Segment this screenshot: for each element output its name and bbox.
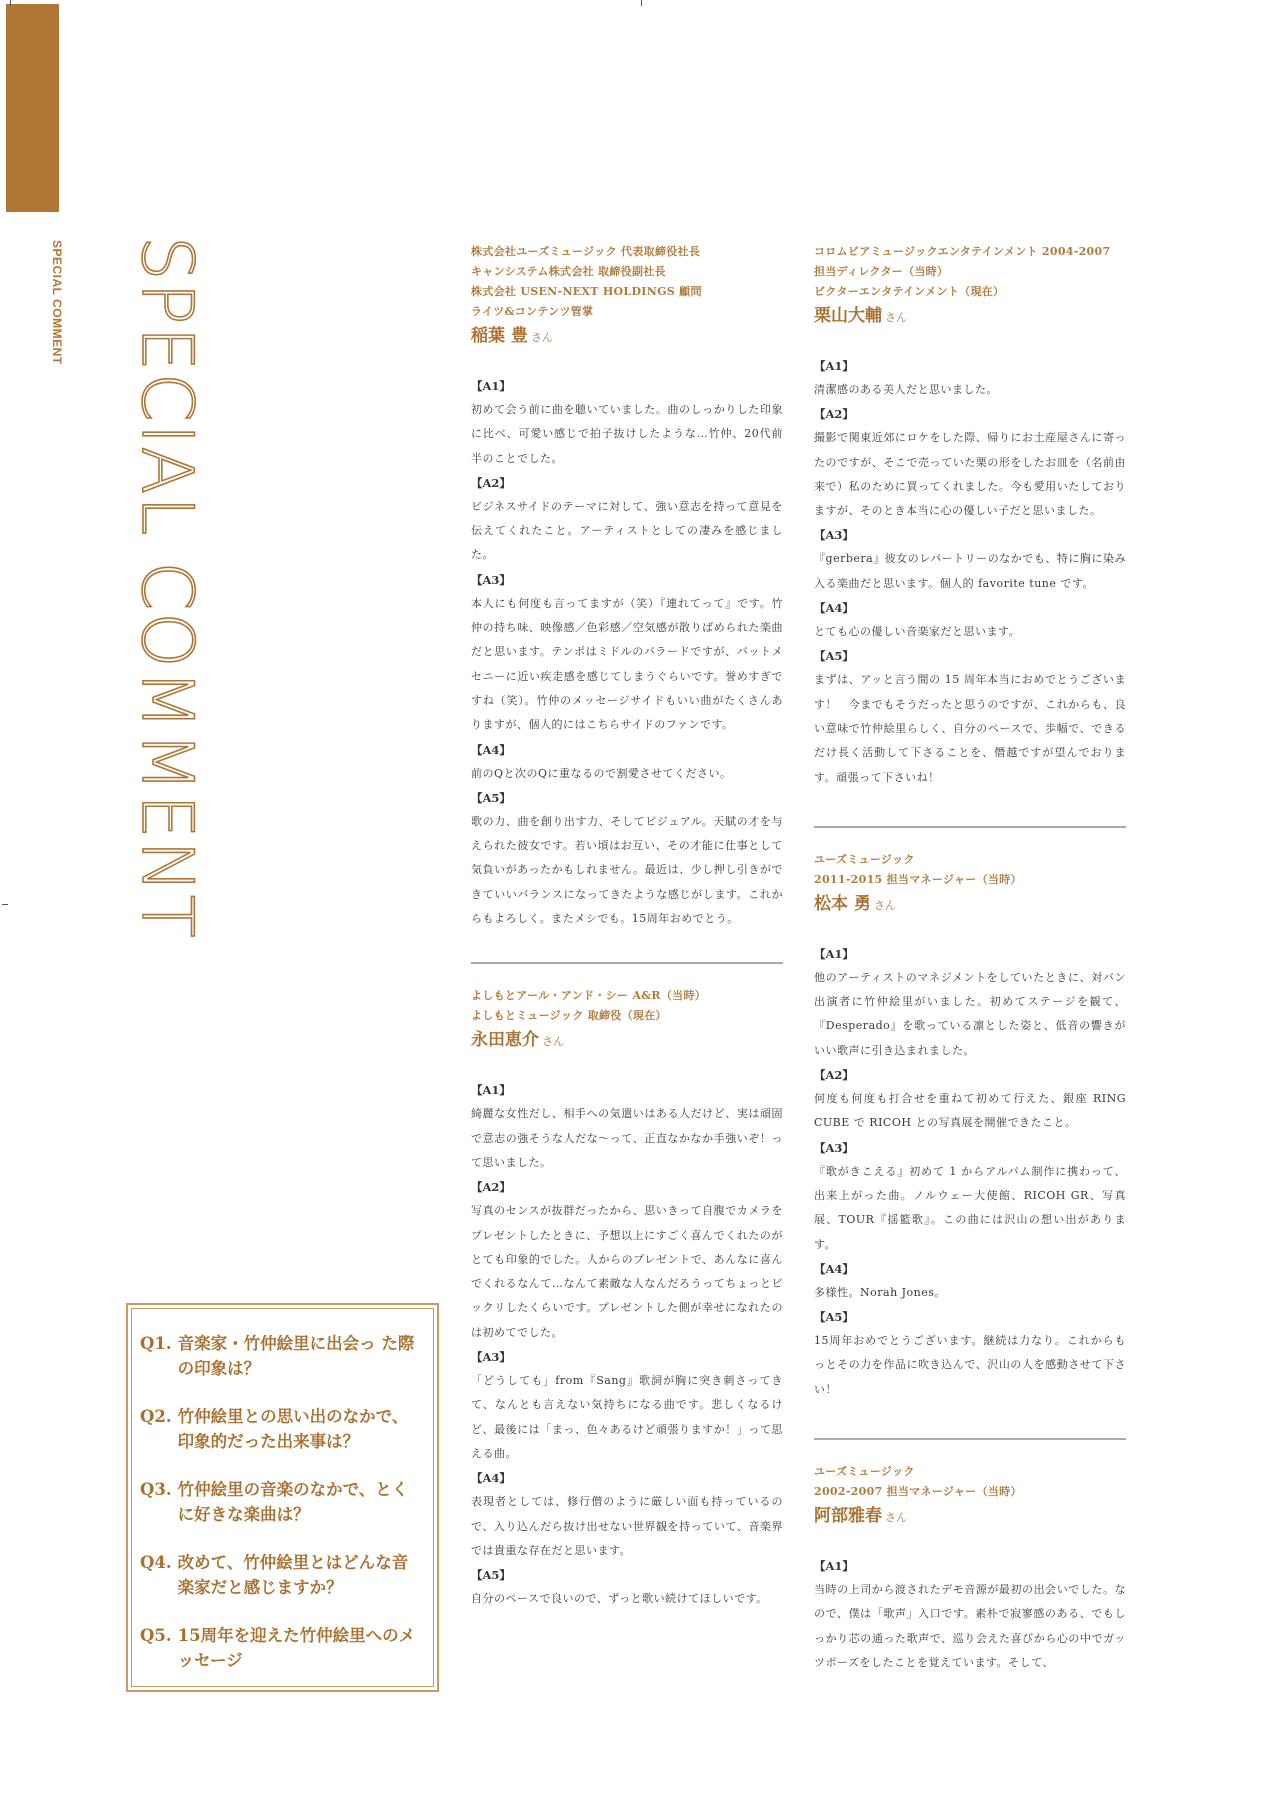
answer-text: 写真のセンスが抜群だったから、思いきって自腹でカメラをプレゼントしたときに、予想以上にすごく喜んでくれたのがとても印象的でした。人からのプレゼントで、あんなに喜んでくれるなんて…なんて素敵な人なんだろうってちょっとビックリしたくらいです。プレゼントした側が幸せになれたのは初めてでした。 — [471, 1204, 783, 1339]
answer-text: とても心の優しい音楽家だと思います。 — [814, 625, 1021, 639]
answer-label: 【A3】 — [471, 1350, 511, 1365]
answer-label: 【A1】 — [814, 359, 854, 373]
honorific: さん — [530, 331, 553, 344]
honorific: さん — [542, 1035, 564, 1049]
affiliation-line: コロムビアミュージックエンタテインメント 2004-2007 — [814, 245, 1111, 258]
answer-text: 『歌がきこえる』初めて 1 からアルバム制作に携わって、出来上がった曲。ノルウェー大使館、RICOH GR、写真展、TOUR『揺籃歌』。この曲には沢山の想い出があります。 — [814, 1164, 1126, 1251]
section-tab — [6, 4, 59, 212]
question-text: 音楽家・竹仲絵里に出会っ た際の印象は？ — [177, 1334, 415, 1378]
question-number: Q4. — [140, 1553, 172, 1572]
affiliation-line: キャンシステム株式会社 取締役副社長 — [471, 265, 666, 278]
affiliation-line: 株式会社 USEN-NEXT HOLDINGS 顧問 — [471, 285, 702, 298]
answer-text: 当時の上司から渡されたデモ音源が最初の出会いでした。なので、僕は「歌声」入口です。素朴で寂寥感のある、でもしっかり芯の通った歌声で、巡り会えた喜びから心の中でガッツポーズをしたことを覚えています。そして、 — [814, 1583, 1126, 1669]
answer-label: 【A1】 — [471, 1083, 511, 1098]
answer-label: 【A2】 — [814, 407, 854, 422]
side-title-large: SPECIAL COMMENT — [126, 236, 208, 940]
answers-block — [814, 942, 1126, 1402]
answer-label: 【A3】 — [814, 1140, 854, 1155]
question-item — [140, 1550, 423, 1600]
affiliation-line: ビクターエンタテインメント（現在） — [814, 285, 1005, 298]
comment-section — [471, 986, 783, 1611]
person-name — [471, 324, 783, 350]
answer-text: 「どうしても」from『Sang』歌詞が胸に突き刺さってきて、なんとも言えない気持ちになる曲です。悲しくなるけど、最後には「まっ、色々あるけど頑張りますか！」って思える曲。 — [471, 1374, 783, 1460]
section-divider — [814, 1438, 1126, 1440]
affiliation-line: 株式会社ユーズミュージック 代表取締役社長 — [471, 245, 701, 258]
answer-label: 【A1】 — [814, 1559, 854, 1574]
answer-label: 【A4】 — [814, 601, 854, 616]
answer-text: 歌の力、曲を創り出す力、そしてビジュアル。天賦の才を与えられた彼女です。若い頃はお互い、その才能に仕事として気負いがあったかもしれません。最近は、少し押し引きができていいバランスになってきたような感じがします。これからもよろしく。またメシでも。15周年おめでとう。 — [471, 814, 783, 926]
crop-mark — [641, 0, 642, 6]
affiliation-line: ユーズミュージック — [814, 1465, 915, 1479]
person-name — [814, 304, 1126, 330]
answer-text: 表現者としては、修行僧のように厳しい面も持っているので、入り込んだら抜け出せない世界観を持っていて、音楽界では貴重な存在だと思います。 — [471, 1495, 783, 1557]
question-text: 竹仲絵里の音楽のなかで、とくに好きな楽曲は？ — [177, 1480, 409, 1524]
answer-text: 前のQと次のQに重なるので割愛させてください。 — [471, 766, 732, 780]
answer-text: まずは、アッと言う間の 15 周年本当におめでとうございます！ 今までもそうだったと思うのですが、これからも、良い意味で竹仲絵里らしく、自分のペースで、歩幅で、できるだけ長く活動して下さることを、僭越ですが望んでおります。頑張って下さいね！ — [814, 673, 1126, 784]
question-text: 竹仲絵里との思い出のなかで、印象的だった出来事は？ — [177, 1407, 409, 1451]
answer-label: 【A5】 — [814, 1310, 854, 1325]
affiliation-line: よしもとアール・アンド・シー A&R（当時） — [471, 989, 707, 1003]
person-name — [814, 1504, 1126, 1530]
side-label-small: SPECIAL COMMENT — [50, 240, 64, 365]
question-item — [140, 1331, 423, 1381]
answer-text: ビジネスサイドのテーマに対して、強い意志を持って意見を伝えてくれたこと。アーティストとしての凄みを感じました。 — [471, 499, 783, 562]
answer-label: 【A4】 — [471, 742, 511, 757]
answer-text: 撮影で関東近郊にロケをした際、帰りにお土産屋さんに寄ったのですが、そこで売っていた栗の形をしたお皿を（名前由来で）私のために買ってくれました。今も愛用いたしておりますが、そのとき本当に心の優しい子だと思いました。 — [814, 431, 1126, 518]
answer-label: 【A3】 — [814, 528, 854, 543]
comment-section — [814, 850, 1126, 1402]
answer-label: 【A4】 — [471, 1471, 511, 1486]
crop-mark — [2, 904, 8, 905]
answer-text: 自分のペースで良いので、ずっと歌い続けてほしいです。 — [471, 1592, 768, 1606]
comment-section — [471, 242, 783, 931]
person-name-text: 永田恵介 — [471, 1030, 539, 1051]
answer-text: 15周年おめでとうございます。継続は力なり。これからもっとその力を作品に吹き込んで、沢山の人を感動させて下さい！ — [814, 1334, 1126, 1396]
question-text: 改めて、竹仲絵里とはどんな音楽家だと感じますか？ — [177, 1553, 409, 1597]
answer-text: 綺麗な女性だし、相手への気遣いはある人だけど、実は頑固で意志の強そうな人だな〜って、正直なかなか手強いぞ！って思いました。 — [471, 1107, 783, 1169]
person-name — [471, 1028, 783, 1054]
question-number: Q5. — [140, 1626, 172, 1645]
column-left — [471, 242, 783, 1611]
answer-label: 【A2】 — [814, 1068, 854, 1083]
answer-text: 多様性。Norah Jones。 — [814, 1285, 946, 1299]
affiliation-line: 担当ディレクター（当時） — [814, 265, 949, 278]
question-number: Q3. — [140, 1480, 172, 1499]
question-text: 15周年を迎えた竹仲絵里へのメッセージ — [177, 1626, 416, 1670]
person-name-text: 松本 勇 — [814, 893, 871, 914]
affiliation-line: ユーズミュージック — [814, 852, 915, 866]
answer-label: 【A2】 — [471, 475, 511, 490]
questions-box — [126, 1303, 439, 1692]
answer-text: 何度も何度も打合せを重ねて初めて行えた、銀座 RING CUBE で RICOH との写真展を開催できたこと。 — [814, 1092, 1126, 1130]
question-item — [140, 1477, 423, 1527]
person-name-text: 阿部雅春 — [814, 1506, 882, 1527]
answer-label: 【A5】 — [814, 649, 854, 664]
section-divider — [471, 962, 783, 964]
answers-block — [471, 374, 783, 931]
honorific: さん — [885, 1511, 907, 1525]
question-number: Q2. — [140, 1407, 172, 1426]
answer-text: 『gerbera』彼女のレパートリーのなかでも、特に胸に染み入る楽曲だと思います。個人的 favorite tune です。 — [814, 552, 1126, 590]
answer-text: 本人にも何度も言ってますが（笑）『連れてって』です。竹仲の持ち味、映像感／色彩感／空気感が散りばめられた楽曲だと思います。テンポはミドルのバラードですが、バットメセニーに近い疾走感を感じてしまうぐらいです。誉めすぎですね（笑）。竹仲のメッセージサイドもいい曲がたくさんありますが、個人的にはこちらサイドのファンです。 — [471, 596, 783, 732]
person-name — [814, 892, 1126, 918]
comment-section — [814, 1462, 1126, 1675]
answer-text: 初めて会う前に曲を聴いていました。曲のしっかりした印象に比べ、可愛い感じで拍子抜けしたような…竹仲、20代前半のことでした。 — [471, 403, 783, 465]
answer-label: 【A4】 — [814, 1261, 854, 1276]
affiliation-line: 2002-2007 担当マネージャー（当時） — [814, 1485, 1022, 1499]
person-name-text: 稲葉 豊 — [471, 326, 528, 346]
honorific: さん — [885, 311, 907, 324]
answer-label: 【A2】 — [471, 1180, 511, 1195]
answers-block — [471, 1078, 783, 1611]
honorific: さん — [873, 898, 896, 912]
answer-label: 【A1】 — [814, 946, 854, 961]
answer-label: 【A5】 — [471, 1568, 511, 1583]
answer-text: 清潔感のある美人だと思いました。 — [814, 383, 998, 396]
question-item — [140, 1404, 423, 1454]
answers-block — [814, 354, 1126, 790]
question-number: Q1. — [140, 1334, 172, 1353]
section-divider — [814, 826, 1126, 828]
crop-mark — [10, 0, 11, 6]
affiliation-line: 2011-2015 担当マネージャー（当時） — [814, 872, 1022, 886]
comment-section — [814, 242, 1126, 790]
answers-block — [814, 1554, 1126, 1675]
answer-label: 【A1】 — [471, 379, 511, 393]
affiliation-line: ライツ&コンテンツ管掌 — [471, 305, 594, 318]
answer-label: 【A5】 — [471, 790, 511, 805]
question-item — [140, 1623, 423, 1673]
answer-label: 【A3】 — [471, 572, 511, 587]
person-name-text: 栗山大輔 — [814, 306, 882, 326]
column-right — [814, 242, 1126, 1675]
answer-text: 他のアーティストのマネジメントをしていたときに、対バン出演者に竹仲絵里がいました。初めてステージを観て、『Desperado』を歌っている凛とした姿と、低音の響きがいい歌声に引き込まれました。 — [814, 970, 1126, 1057]
affiliation-line: よしもとミュージック 取締役（現在） — [471, 1009, 667, 1023]
